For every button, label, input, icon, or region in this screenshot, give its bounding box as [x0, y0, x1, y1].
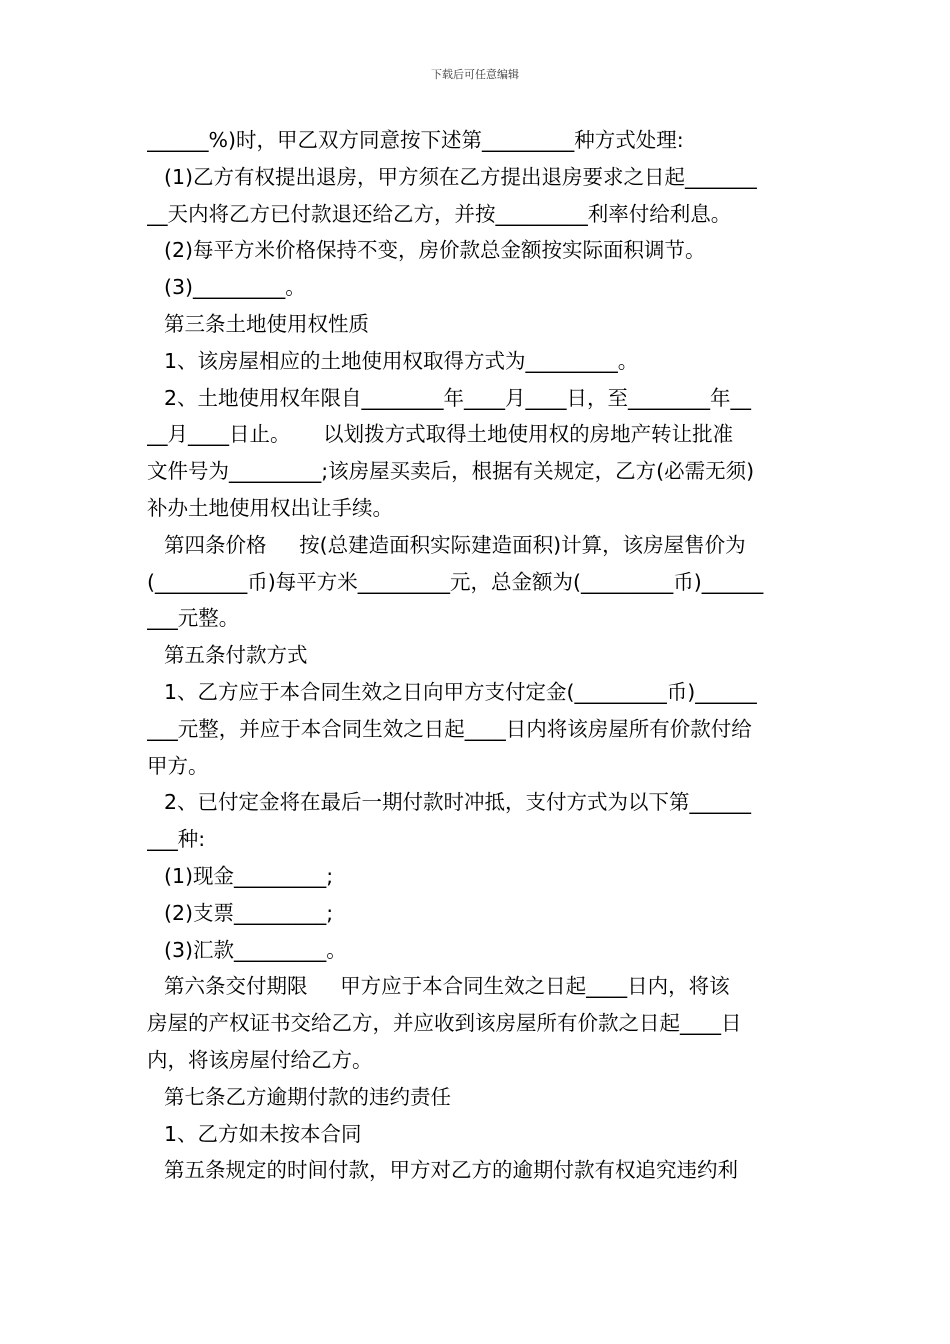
document-body [147, 122, 809, 1189]
text-line: (3)汇款_________。 [164, 937, 347, 962]
section-heading: 第四条价格 按(总建造面积实际建造面积)计算，该房屋售价为 [164, 532, 746, 557]
text-line: 甲方。 [147, 753, 209, 778]
text-line: ___元整。 [147, 606, 240, 631]
text-line: 1、乙方如未按本合同 [164, 1121, 362, 1146]
text-line: 2、土地使用权年限自________年____月____日，至________年__ [164, 385, 752, 410]
text-line: ___元整，并应于本合同生效之日起____日内将该房屋所有价款付给 [147, 716, 752, 741]
section-heading: 第五条付款方式 [164, 643, 308, 668]
section-heading: 第六条交付期限 甲方应于本合同生效之日起____日内，将该 [164, 974, 730, 999]
page-header: 下载后可任意编辑 [431, 68, 519, 81]
text-line: 2、已付定金将在最后一期付款时冲抵，支付方式为以下第______ [164, 790, 752, 815]
text-line: 补办土地使用权出让手续。 [147, 495, 393, 520]
text-line: (1)乙方有权提出退房，甲方须在乙方提出退房要求之日起_______ [164, 164, 757, 189]
text-line: __天内将乙方已付款退还给乙方，并按_________利率付给利息。 [147, 201, 732, 226]
text-line: 第五条规定的时间付款，甲方对乙方的逾期付款有权追究违约利 [164, 1158, 738, 1183]
text-line: (2)支票_________; [164, 900, 334, 925]
section-heading: 第三条土地使用权性质 [164, 311, 369, 336]
text-line: 房屋的产权证书交给乙方，并应收到该房屋所有价款之日起____日 [147, 1011, 742, 1036]
text-line: __月____日止。 以划拨方式取得土地使用权的房地产转让批准 [147, 422, 734, 447]
text-line: 文件号为_________;该房屋买卖后，根据有关规定，乙方(必需无须) [147, 459, 755, 484]
text-line: (_________币)每平方米_________元，总金额为(_________币)______ [147, 569, 764, 594]
text-line: 内，将该房屋付给乙方。 [147, 1047, 373, 1072]
section-heading: 第七条乙方逾期付款的违约责任 [164, 1084, 451, 1109]
text-line: ___种: [147, 827, 206, 852]
text-line: (2)每平方米价格保持不变，房价款总金额按实际面积调节。 [164, 238, 706, 263]
text-line: 1、该房屋相应的土地使用权取得方式为_________。 [164, 348, 639, 373]
text-line: ______%)时，甲乙双方同意按下述第_________种方式处理: [147, 128, 684, 152]
text-line: 1、乙方应于本合同生效之日向甲方支付定金(_________币)______ [164, 679, 757, 704]
text-line: (1)现金_________; [164, 863, 334, 888]
text-line: (3)_________。 [164, 275, 306, 300]
